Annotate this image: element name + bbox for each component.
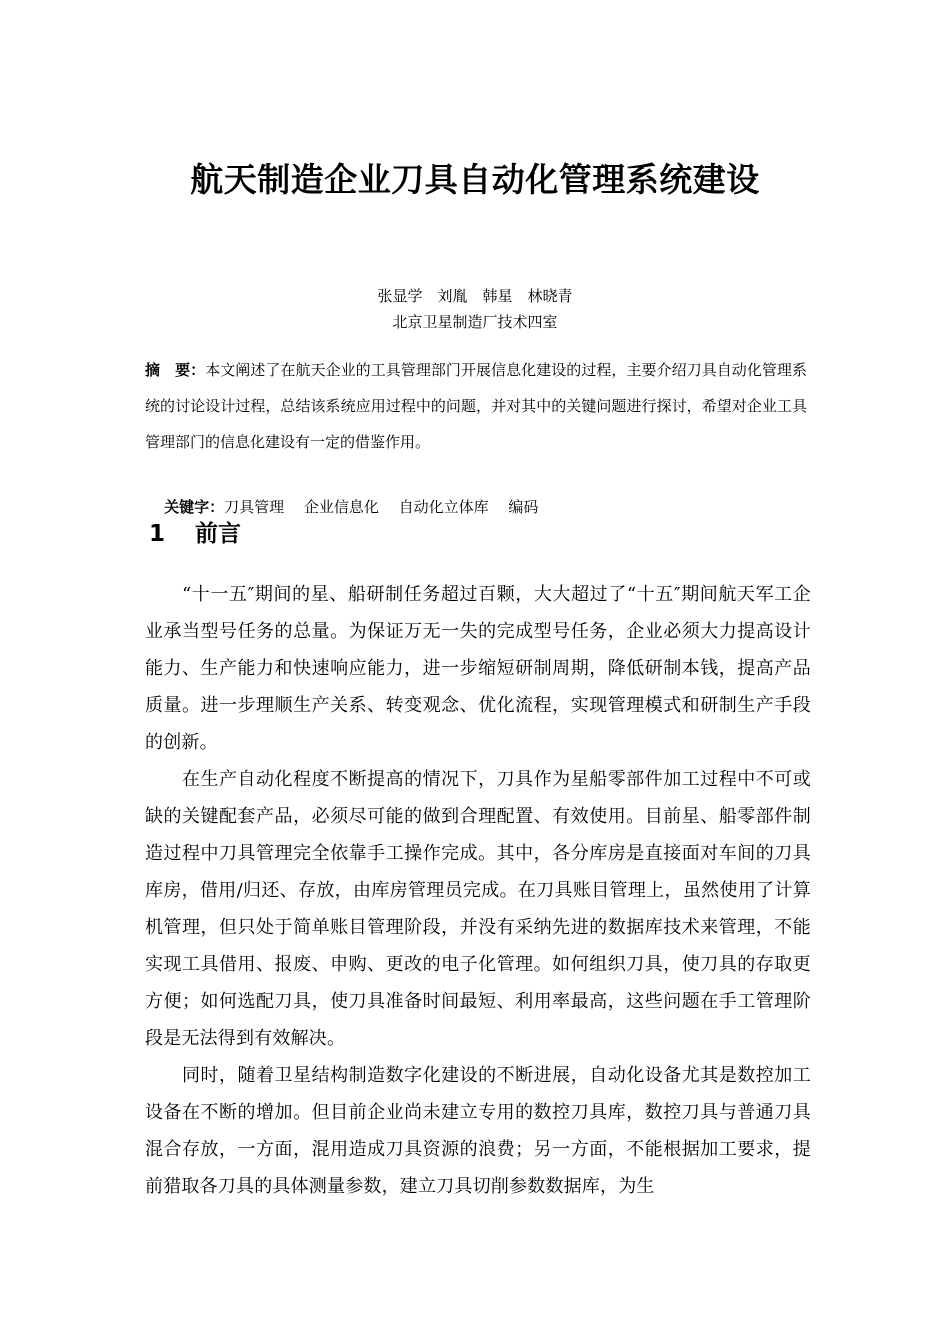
keywords [145,462,807,552]
keywords-text: 刀具管理 企业信息化 自动化立体库 编码 [224,498,539,516]
author-affiliation: 北京卫星制造厂技术四室 [392,313,558,331]
body-paragraph: “十一五″期间的星、船研制任务超过百颗，大大超过了“十五″期间航天军工企业承当型号任务的总量。为保证万无一失的完成型号任务，企业必须大力提高设计能力、生产能力和快速响应能力，进一步缩短研制周期，降低研制本钱，提高产品质量。进一步理顺生产关系、转变观念、优化流程，实现管理模式和研制生产手段的创新。 [145,584,811,753]
body-paragraph: 在生产自动化程度不断提高的情况下，刀具作为星船零部件加工过程中不可或缺的关键配套产品，必须尽可能的做到合理配置、有效使用。目前星、船零部件制造过程中刀具管理完全依靠手工操作完成。其中，各分库房是直接面对车间的刀具库房，借用/归还、存放，由库房管理员完成。在刀具账目管理上，虽然使用了计算机管理，但只处于简单账目管理阶段，并没有采纳先进的数据库技术来管理，不能实现工具借用、报废、申购、更改的电子化管理。如何组织刀具，使刀具的存取更方便；如何选配刀具，使刀具准备时间最短、利用率最高，这些问题在手工管理阶段是无法得到有效解决。 [145,769,811,1049]
abstract-text: 本文阐述了在航天企业的工具管理部门开展信息化建设的过程，主要介绍刀具自动化管理系统的讨论设计过程，总结该系统应用过程中的问题，并对其中的关键问题进行探讨，希望对企业工具管理部门的信息化建设有一定的借鉴作用。 [145,361,807,451]
abstract [145,352,807,460]
body-paragraph: 同时，随着卫星结构制造数字化建设的不断进展，自动化设备尤其是数控加工设备在不断的增加。但目前企业尚未建立专用的数控刀具库，数控刀具与普通刀具混合存放，一方面，混用造成刀具资源的浪费；另一方面，不能根据加工要求，提前猎取各刀具的具体测量参数，建立刀具切削参数数据库，为生 [145,1065,811,1197]
author-list: 张显学 刘胤 韩星 林晓青 [377,287,573,305]
document-title: 航天制造企业刀具自动化管理系统建设 [190,160,760,199]
section-body [145,576,811,1205]
section-heading [149,514,241,554]
keywords-label: 关键字： [164,498,225,516]
section-number: 1 [149,521,166,547]
section-title: 前言 [195,521,241,547]
abstract-label: 摘 要： [145,361,206,379]
